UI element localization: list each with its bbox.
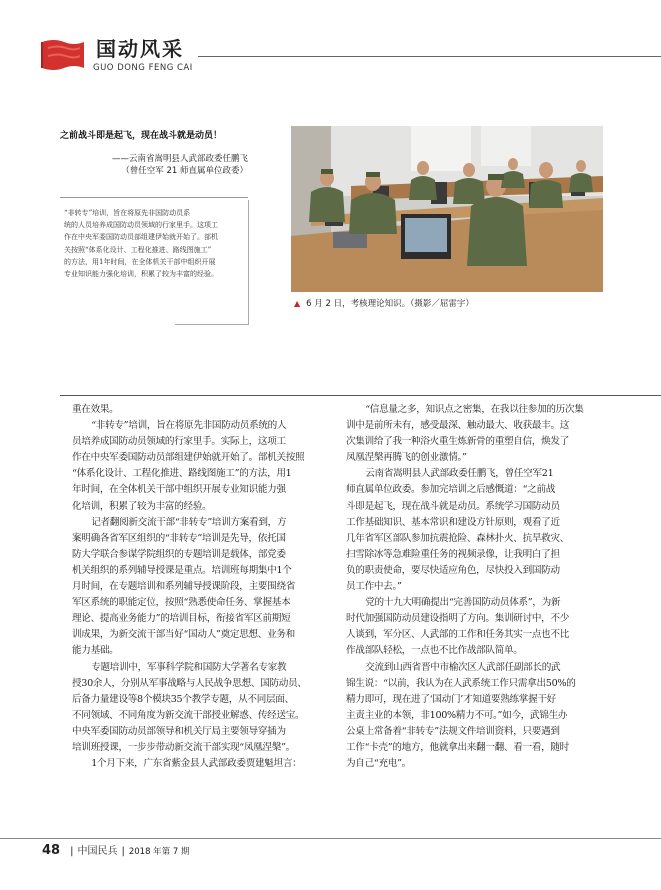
article-line: 授30余人，分别从军事战略与人民战争思想、国防动员、	[72, 677, 307, 689]
article-line: 几年省军区部队参加抗震抢险、森林扑火、抗旱救灾、	[346, 532, 570, 544]
article-line: 理论、提高业务能力”的培训目标，衔接省军区前期短	[72, 613, 291, 625]
article-line: “体系化设计、工程化推进、路线图施工”的方法，用1	[72, 468, 292, 480]
article-line: 师直属单位政委。参加完培训之后感慨道：“之前战	[346, 484, 556, 496]
article-line: 精力即可，现在进了‘国动门’才知道要熟练掌握干好	[346, 693, 556, 705]
page-number: 48	[42, 843, 61, 858]
article-line: 月时间，在专题培训和系列辅导授课阶段，主要围绕省	[72, 581, 296, 593]
photo-caption-text: 6 月 2 日，考核理论知识。（摄影／屈雷宇）	[306, 299, 474, 309]
article-line: 斗即是起飞，现在战斗就是动员。系统学习国防动员	[346, 500, 560, 512]
article-line: 1个月下来，广东省紫金县人武部政委贾建魁坦言：	[91, 758, 302, 770]
excerpt-line: 的方法，用1年时间，在全体机关干部中组织开展	[64, 257, 216, 266]
footer-divider	[0, 838, 661, 839]
excerpt-block	[64, 207, 246, 280]
article-line: 为自己“充电”。	[346, 758, 411, 770]
article-line: 员工作中去。”	[346, 581, 402, 593]
article-line: 训成果，为新交流干部当好“国动人”奠定思想、业务和	[72, 629, 295, 641]
article-column-left	[72, 402, 328, 772]
article-line: 化培训，积累了较为丰富的经验。	[72, 500, 212, 512]
article-line: 训中是前所未有，感受最深、触动最大、收获最丰。这	[346, 420, 570, 432]
article-line: 党的十九大明确提出“完善国防动员体系”，为新	[365, 597, 561, 609]
attribution-line-2: （曾任空军 21 师直属单位政委）	[121, 166, 248, 176]
excerpt-line: 作在中央军委国防动员部组建伊始就开始了。部机	[64, 233, 218, 242]
pull-quote	[60, 130, 248, 177]
article-line: 交流到山西省晋中市榆次区人武部任副部长的武	[365, 661, 561, 673]
quote-divider	[60, 197, 248, 198]
triangle-up-icon: ▲	[294, 299, 301, 308]
excerpt-line: 关按照“体系化设计、工程化推进、路线图施工”	[64, 245, 212, 254]
article-line: 不同领域、不同角度为新交流干部授业解惑、传经送宝。	[72, 709, 305, 721]
article-line: 作在中央军委国防动员部组建伊始就开始了。部机关按照	[72, 452, 305, 464]
excerpt-line: “非转专”培训，旨在将原先非国防动员系	[64, 209, 191, 217]
article-column-right	[346, 402, 602, 772]
article-line: 中央军委国防动员部领导和机关厅局主要领导穿插为	[72, 725, 286, 737]
article-line: 案明确各省军区组织的“非转专”培训是先导，依托国	[72, 532, 286, 544]
article-line: 年时间，在全体机关干部中组织开展专业知识能力强	[72, 484, 286, 496]
article-line: 军区系统的职能定位，按照“熟悉使命任务、掌握基本	[72, 597, 291, 609]
pull-quote-attribution	[60, 153, 248, 177]
article-line: 负的职责使命，要尽快适应角色，尽快投入到国防动	[346, 564, 560, 576]
excerpt-border-right	[248, 200, 249, 324]
article-top-divider	[60, 395, 661, 396]
article-line: 锦生说：“以前，我认为在人武系统工作只需拿出50%的	[346, 677, 576, 689]
flag-icon	[40, 38, 86, 72]
page-footer: 48 | 中国民兵 | 2018 年第 7 期	[42, 843, 190, 858]
excerpt-line: 统的人员培养成国防动员领域的行家里手。这项工	[64, 221, 218, 230]
article-line: 公桌上常备着“非转专”法规文件培训资料，只要遇到	[346, 725, 560, 737]
article-line: 人谈到，军分区、人武部的工作和任务其实一点也不比	[346, 629, 570, 641]
article-line: 员培养成国防动员领域的行家里手。实际上，这项工	[72, 436, 286, 448]
article-line: 记者翻阅新交流干部“非转专”培训方案看到，方	[91, 516, 287, 528]
attribution-line-1: ——云南省嵩明县人武部政委任鹏飞	[111, 154, 248, 164]
article-line: 防大学联合参谋学院组织的专题培训是载体，部党委	[72, 548, 286, 560]
article-line: 扫雪除冰等急难险重任务的视频录像，让我明白了担	[346, 548, 560, 560]
photo-caption	[294, 298, 474, 310]
article-line: 机关组织的系列辅导授课是重点。培训班每期集中1个	[72, 564, 292, 576]
section-title: 国动风采	[96, 37, 184, 61]
article-line: 能力基础。	[72, 645, 119, 657]
header-divider	[198, 56, 661, 57]
classroom-photo	[291, 126, 603, 292]
article-line: “非转专”培训，旨在将原先非国防动员系统的人	[91, 420, 287, 432]
article-line: 时代加强国防动员建设指明了方向。集训研讨中，不少	[346, 613, 570, 625]
article-line: 重在效果。	[72, 404, 119, 415]
article-line: 培训班授课，一步步带动新交流干部实现“凤凰涅槃”。	[72, 741, 295, 753]
article-line: 工作“卡壳”的地方，他就拿出来翻一翻、看一看，随时	[346, 741, 569, 753]
article-line: 主责主业的本领，非100%精力不可。”如今，武锦生办	[346, 709, 568, 721]
magazine-name: 中国民兵	[77, 846, 118, 857]
excerpt-line: 专业知识能力强化培训，积累了较为丰富的经验。	[64, 270, 218, 279]
article-line: “信息量之多，知识点之密集，在我以往参加的历次集	[365, 404, 584, 415]
section-subtitle: GUO DONG FENG CAI	[93, 63, 193, 73]
pull-quote-title: 之前战斗即是起飞，现在战斗就是动员！	[60, 131, 223, 141]
article-line: 次集训给了我一种浴火重生炼新骨的重塑自信，焕发了	[346, 436, 570, 448]
excerpt-border-bottom	[175, 324, 249, 325]
article-line: 云南省嵩明县人武部政委任鹏飞，曾任空军21	[365, 468, 554, 480]
article-line: 专题培训中，军事科学院和国防大学著名专家教	[91, 661, 287, 673]
article-line: 工作基础知识、基本常识和建设方针原则，观看了近	[346, 516, 560, 528]
article-line: 凤凰涅槃再腾飞的创业激情。”	[346, 452, 467, 464]
article-line: 后备力量建设等8个模块35个教学专题，从不同层面、	[72, 693, 294, 705]
article-line: 作战部队轻松，一点也不比作战部队简单。	[346, 645, 523, 657]
issue-info: 2018 年第 7 期	[128, 847, 190, 857]
